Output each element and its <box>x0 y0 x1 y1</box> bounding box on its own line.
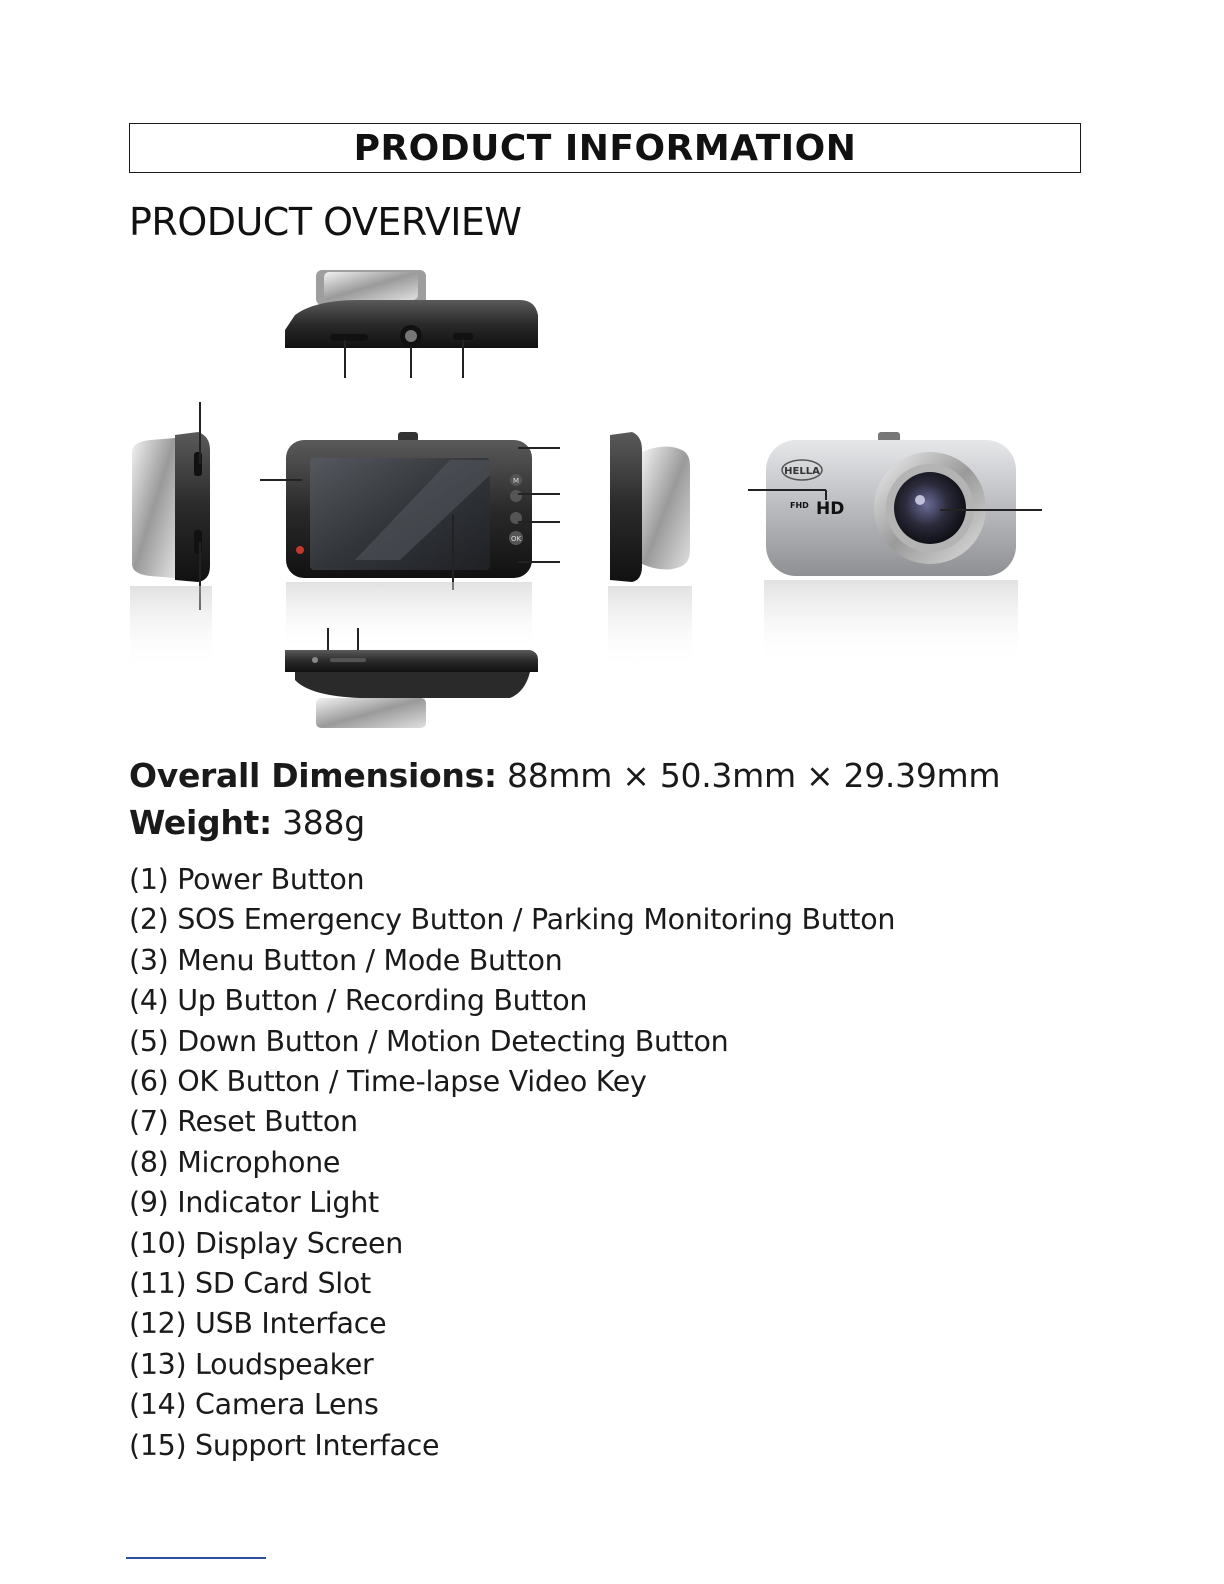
list-item: (12) USB Interface <box>129 1307 387 1341</box>
weight-line <box>129 799 1000 846</box>
dimensions-label: Overall Dimensions: <box>129 756 497 795</box>
section-title: PRODUCT INFORMATION <box>353 127 857 169</box>
list-item: (4) Up Button / Recording Button <box>129 984 588 1018</box>
menu-button-glyph: M <box>512 477 520 485</box>
dimensions-line <box>129 752 1000 799</box>
list-item: (2) SOS Emergency Button / Parking Monitoring Button <box>129 903 896 937</box>
ok-button-glyph: OK <box>510 535 522 543</box>
dimensions-value: 88mm × 50.3mm × 29.39mm <box>507 756 1001 795</box>
list-item: (5) Down Button / Motion Detecting Button <box>129 1024 729 1058</box>
left-side-view <box>130 402 212 671</box>
camera-front-view <box>748 432 1042 665</box>
specifications <box>129 752 1000 846</box>
list-item: (3) Menu Button / Mode Button <box>129 943 563 977</box>
list-item: (1) Power Button <box>129 863 365 896</box>
footer-rule <box>126 1557 266 1559</box>
right-side-view <box>608 432 692 671</box>
parts-list <box>129 860 895 1466</box>
list-item: (6) OK Button / Time-lapse Video Key <box>129 1065 647 1099</box>
list-item: (7) Reset Button <box>129 1105 358 1139</box>
brand-logo: HELLA <box>784 466 820 477</box>
overview-heading: PRODUCT OVERVIEW <box>129 200 522 244</box>
weight-value: 388g <box>282 803 365 842</box>
list-item: (14) Camera Lens <box>129 1388 379 1422</box>
weight-label: Weight: <box>129 803 272 842</box>
list-item: (10) Display Screen <box>129 1226 403 1260</box>
front-screen-view <box>260 432 560 652</box>
list-item: (8) Microphone <box>129 1145 341 1179</box>
list-item: (13) Loudspeaker <box>129 1347 374 1381</box>
list-item: (15) Support Interface <box>129 1428 440 1462</box>
fhd-badge: FHD <box>790 501 809 510</box>
top-view <box>285 270 538 378</box>
list-item: (11) SD Card Slot <box>129 1267 371 1301</box>
section-title-box <box>129 123 1081 173</box>
product-overview-figure <box>120 260 1080 740</box>
list-item: (9) Indicator Light <box>129 1186 379 1220</box>
hd-badge: HD <box>816 499 845 519</box>
